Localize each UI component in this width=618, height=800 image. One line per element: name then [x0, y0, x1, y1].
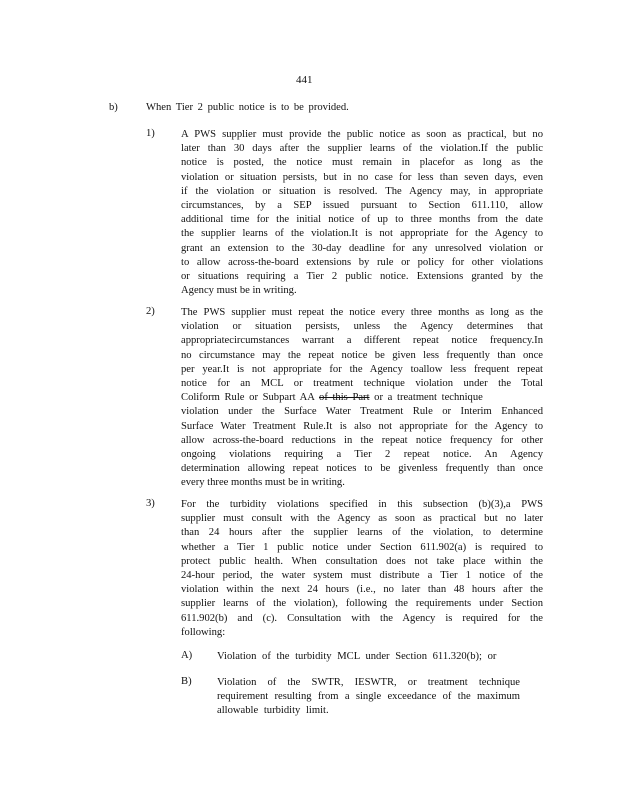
item-2-line-head: Coliform Rule or Subpart AA — [181, 392, 315, 404]
subitem-b-label: B) — [181, 676, 192, 687]
item-1-line: A PWS supplier must provide the public notice as soon as practical, but no — [181, 129, 543, 140]
deleted-text: of this Part — [319, 392, 370, 404]
subitem-b-body — [217, 676, 520, 719]
item-1-line: to allow across-the-board extensions by rule or policy for other violations — [181, 256, 543, 268]
item-3-line: protect public health. When consultation does not take place within the — [181, 555, 543, 567]
item-3-line: supplier must consult with the Agency as soon as practical but no later — [181, 513, 543, 525]
item-2-line: per year.It is not appropriate for the Agency toallow less frequent repeat — [181, 363, 543, 375]
item-3-line: than 24 hours after the supplier learns of the violation, to determine — [181, 527, 543, 539]
item-3-line: supplier learns of the violation), following the requirements under Section — [181, 598, 543, 610]
item-2-line: determination allowing repeat notices to be givenless frequently than once — [181, 463, 543, 475]
item-3-line: For the turbidity violations specified in this subsection (b)(3),a PWS — [181, 499, 543, 510]
item-1-label: 1) — [146, 128, 155, 139]
item-2-line: every three months must be in writing. — [181, 477, 345, 489]
item-2-line: violation or situation persists, unless the Agency determines that — [181, 321, 543, 333]
item-2-label: 2) — [146, 306, 155, 317]
item-1-line: later than 30 days after the supplier learns of the violation.If the public — [181, 143, 543, 155]
subitem-a-line: Violation of the turbidity MCL under Section 611.320(b); or — [217, 651, 497, 662]
item-2-line: ongoing violations requiring a Tier 2 repeat notice. An Agency — [181, 449, 543, 461]
item-1-line: violation or situation persists, but in no case for less than seven days, even — [181, 171, 543, 183]
item-2-line: allow across-the-board reductions in the repeat notice frequency for other — [181, 434, 543, 446]
item-3-line: 611.902(b) and (c). Consultation with the Agency is required for the — [181, 612, 543, 624]
item-2-line: appropriatecircumstances warrant a different repeat notice frequency.In — [181, 335, 543, 347]
item-3-label: 3) — [146, 498, 155, 509]
item-2-line-strike — [181, 391, 543, 405]
item-1-line: additional time for the initial notice of up to three months from the date — [181, 214, 543, 226]
item-1-line: or situations requiring a Tier 2 public notice. Extensions granted by the — [181, 271, 543, 283]
item-2-line: notice for an MCL or treatment technique violation under the Total — [181, 378, 543, 390]
page-number: 441 — [296, 74, 313, 86]
item-1-line: grant an extension to the 30-day deadline for any unresolved violation or — [181, 242, 543, 254]
item-1-line: if the violation or situation is resolved. The Agency may, in appropriate — [181, 185, 543, 197]
subitem-a-label: A) — [181, 650, 193, 661]
subitem-b-line: requirement resulting from a single exceedance of the maximum — [217, 691, 520, 703]
section-label: b) — [109, 102, 118, 113]
item-1-line: Agency must be in writing. — [181, 285, 297, 297]
item-2-line: no circumstance may the repeat notice be given less frequently than once — [181, 349, 543, 361]
item-3-line: whether a Tier 1 public notice under Section 611.902(a) is required to — [181, 541, 543, 553]
item-2-body — [181, 306, 543, 491]
item-3-line: violation within the next 24 hours (i.e., no later than 48 hours after the — [181, 584, 543, 596]
item-3-line: 24-hour period, the water system must distribute a Tier 1 notice of the — [181, 570, 543, 582]
subitem-b-line: Violation of the SWTR, IESWTR, or treatment technique — [217, 677, 520, 688]
item-1-body — [181, 128, 543, 298]
item-2-line-tail: or a treatment technique — [374, 392, 483, 404]
item-2-line: violation under the Surface Water Treatment Rule or Interim Enhanced — [181, 406, 543, 418]
item-3-line: following: — [181, 626, 226, 638]
item-1-line: the supplier learns of the violation.It is not appropriate for the Agency to — [181, 228, 543, 240]
item-1-line: notice is posted, the notice must remain in placefor as long as the — [181, 157, 543, 169]
section-heading: When Tier 2 public notice is to be provided. — [146, 102, 349, 113]
subitem-a-body — [217, 650, 537, 664]
item-2-line: The PWS supplier must repeat the notice every three months as long as the — [181, 307, 543, 318]
item-2-line: Surface Water Treatment Rule.It is also not appropriate for the Agency to — [181, 420, 543, 432]
subitem-b-line: allowable turbidity limit. — [217, 705, 329, 717]
item-3-body — [181, 498, 543, 640]
item-1-line: circumstances, by a SEP issued pursuant to Section 611.110, allow — [181, 200, 543, 212]
